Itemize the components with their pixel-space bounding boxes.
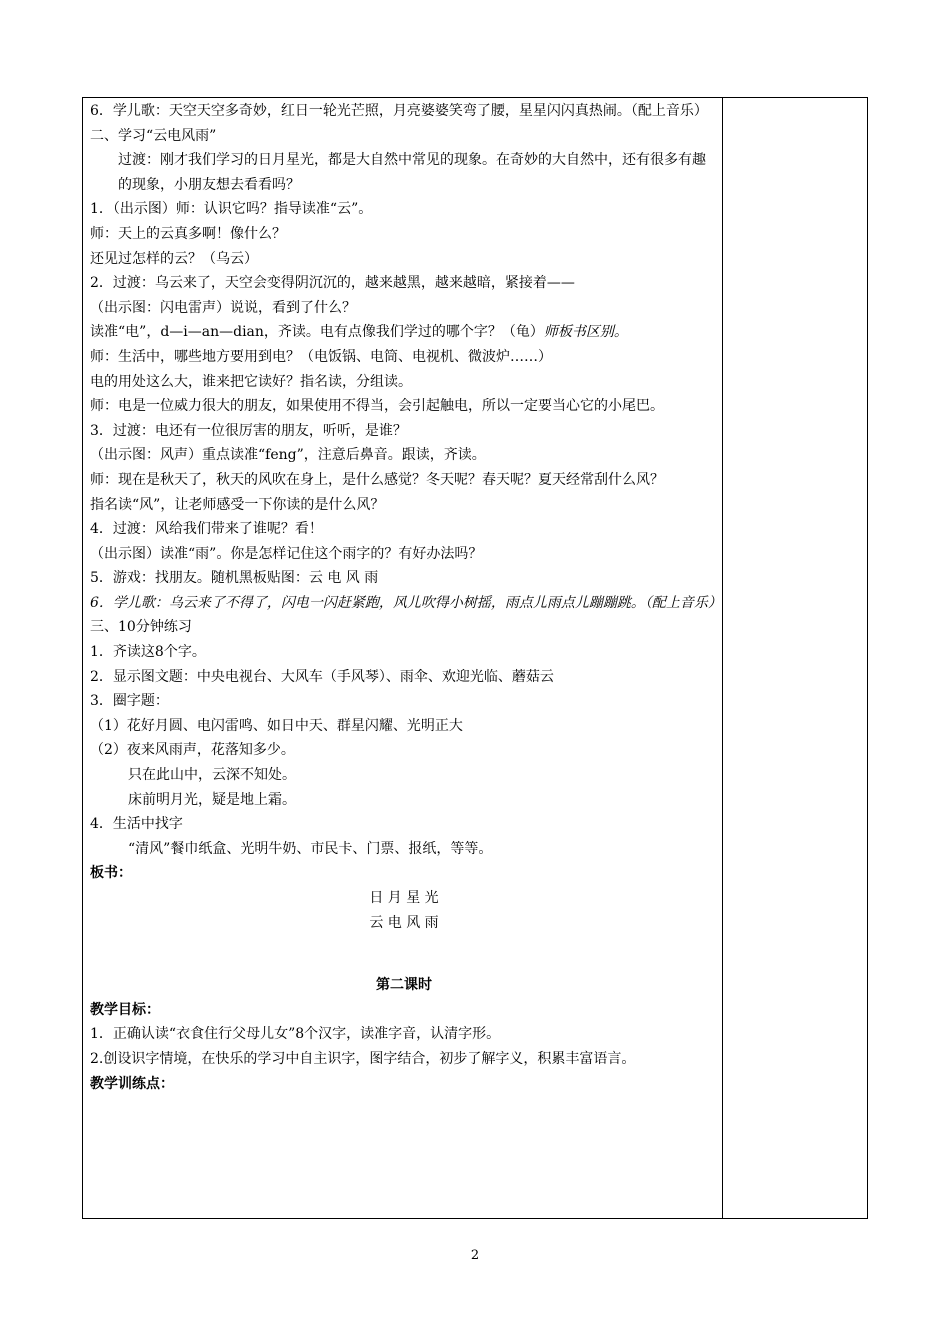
text-line: 只在此山中，云深不知处。 — [128, 767, 296, 784]
text-line: 2．过渡：乌云来了，天空会变得阴沉沉的，越来越黑，越来越暗，紧接着—— — [90, 275, 575, 292]
text-line: 1．（出示图）师：认识它吗？指导读准“云”。 — [90, 201, 373, 218]
section-heading: 二、学习“云电风雨” — [90, 127, 217, 144]
text-line: 1．正确认读“衣食住行父母儿女”8个汉字，读准字音，认清字形。 — [90, 1026, 501, 1043]
italic-note: 师板书区别。 — [543, 324, 628, 341]
text-line: 指名读“风”，让老师感受一下你读的是什么风？ — [90, 496, 385, 513]
text-line: 师：天上的云真多啊！像什么？ — [90, 225, 286, 242]
board-row: 日 月 星 光 — [369, 890, 439, 906]
text-line: （2）夜来风雨声，花落知多少。 — [90, 742, 295, 759]
text-line: 过渡：刚才我们学习的日月星光，都是大自然中常见的现象。在奇妙的大自然中，还有很多有趣的现象，小朋友想去看看吗？ — [118, 152, 706, 193]
text-line: （出示图：闪电雷声）说说，看到了什么？ — [90, 299, 356, 316]
text-line: 5．游戏：找朋友。随机黑板贴图：云 电 风 雨 — [90, 570, 379, 587]
board-label: 板书： — [90, 865, 132, 882]
text-line: 3．过渡：电还有一位很厉害的朋友，听听，是谁？ — [90, 422, 407, 439]
page-number: 2 — [470, 1248, 480, 1263]
training-points-label: 教学训练点： — [90, 1075, 174, 1092]
lesson2-title: 第二课时 — [376, 977, 432, 994]
goals-label: 教学目标： — [90, 1001, 160, 1018]
text-line: 师：生活中，哪些地方要用到电？（电饭锅、电筒、电视机、微波炉……） — [90, 348, 552, 365]
text-line: （出示图：风声）重点读准“feng”，注意后鼻音。跟读，齐读。 — [90, 447, 486, 464]
text-line: 2.创设识字情境，在快乐的学习中自主识字，图字结合，初步了解字义，积累丰富语言。 — [90, 1050, 636, 1067]
text-line: 还见过怎样的云？（乌云） — [90, 250, 258, 267]
text-segment: 读准“电”，d—i—an—dian，齐读。电有点像我们学过的哪个字？（龟） — [90, 324, 544, 341]
text-line: 6．学儿歌：天空天空多奇妙，红日一轮光芒照，月亮婆婆笑弯了腰，星星闪闪真热闹。（配上音乐） — [90, 103, 708, 119]
spacer — [90, 935, 718, 959]
text-line: 床前明月光，疑是地上霜。 — [128, 791, 296, 808]
text-line: （1）花好月圆、电闪雷鸣、如日中天、群星闪耀、光明正大 — [90, 717, 463, 734]
board-row: 云 电 风 雨 — [369, 914, 439, 931]
text-line: 3．圈字题： — [90, 693, 169, 710]
text-line: 6．学儿歌：乌云来了不得了，闪电一闪赶紧跑，风儿吹得小树摇，雨点儿雨点儿蹦蹦跳。（配上音乐） — [90, 594, 722, 611]
text-line — [90, 320, 718, 345]
text-line: 师：现在是秋天了，秋天的风吹在身上，是什么感觉？冬天呢？春天呢？夏天经常刮什么风？ — [90, 471, 664, 488]
table-column-divider — [722, 97, 723, 1219]
section-heading: 三、10分钟练习 — [90, 619, 192, 636]
text-line: 电的用处这么大，谁来把它读好？指名读，分组读。 — [90, 373, 412, 390]
text-line: 2．显示图文题：中央电视台、大风车（手风琴）、雨伞、欢迎光临、蘑菇云 — [90, 668, 554, 685]
text-line: 师：电是一位威力很大的朋友，如果使用不得当，会引起触电，所以一定要当心它的小尾巴。 — [90, 398, 664, 415]
text-line: 1．齐读这8个字。 — [90, 644, 206, 661]
lesson-content — [90, 99, 722, 1096]
text-line: “清风”餐巾纸盒、光明牛奶、市民卡、门票、报纸，等等。 — [128, 840, 493, 857]
text-line: 4．过渡：风给我们带来了谁呢？看！ — [90, 521, 323, 538]
text-line: 4．生活中找字 — [90, 816, 183, 833]
spacer — [90, 959, 718, 973]
text-line: （出示图）读准“雨”。你是怎样记住这个雨字的？有好办法吗？ — [90, 545, 483, 562]
